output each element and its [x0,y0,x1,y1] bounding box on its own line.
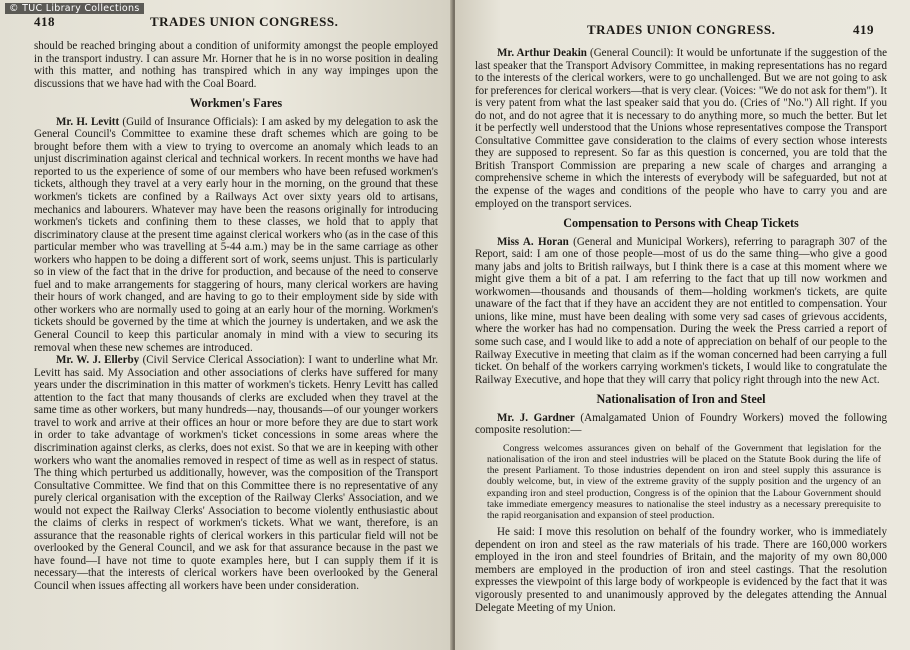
deakin-text: (General Council): It would be unfortunate if the suggestion of the last speaker that the Transport Advisory Committee, in making representations has no regard to the interests of the clerical workers, were to go unchallenged. But we are not going to ask for preferences for clerical workers—that is very clear. (Voices: "We do not ask for them"). It is very patent from what the last speaker said that you do. (Cries of "No.") All right. If you do not, and do not agree that it is necessary to do anything more, so much the better. But let it be perfectly well understood that the Unions whose representatives compose the Transport Consultative Committee gave consideration to the claims of every section whose interests they are supposed to represent. So far as this question is concerned, you are told that the British Transport Commission are preparing a new scale of charges and arranging a comprehensive scheme in which the interests of everybody will be safeguarded, but not at the expense of the wages and conditions of the people who have to carry you and are employed on the transport services. [475,47,888,210]
levitt-paragraph [34,116,438,354]
speaker-levitt: Mr. H. Levitt [56,115,120,128]
right-running-title: TRADES UNION CONGRESS. [587,22,776,37]
left-page [0,0,452,650]
collection-watermark: © TUC Library Collections [5,3,144,14]
horan-paragraph [475,236,887,387]
left-running-title: TRADES UNION CONGRESS. [150,14,339,29]
ellerby-text: (Civil Service Clerical Association): I want to underline what Mr. Levitt has said. My Association and other associations of clerks have suffered for many years under the discrimination in this matter of workmen's tickets. Henry Levitt has called attention to the fact that many thousands of clerks are excluded when they travel at the same time as other workers, but many hundreds—nay, thousands—of our younger workers travel to work and arrive at their offices an hour or more before they are due to start work in order to take advantage of workmen's ticket concessions in some areas where the discrimination against clerks, as clerks, does not exist. So that we are in keeping with other workers who want the anomalies removed in respect of time as well as in respect of status. The thing which perturbed us additionally, however, was the composition of the Transport Consultative Committee. We find that on this Committee there is no representative of any purely clerical organisation with the exception of the Railway Clerks' Association, and we would not expect the Railway Clerks' Association to become violently enthusiastic about the claims of clerks in respect of workmen's tickets. What we want, therefore, is an assurance that the reasonable rights of clerical workers in this particular field will not be overlooked by the General Council, and we ask for that assurance because in the past we have found—I have not time to quote examples here, but I can supply them if it is necessary—that the interests of clerical workers have been overlooked by the General Council when issues affecting all workers have been under consideration. [34,354,438,592]
right-page-number: 419 [853,22,874,37]
composite-resolution: Congress welcomes assurances given on behalf of the Government that legislation for the nationalisation of the iron and steel industries will be placed on the Statute Book during the life of the present Parliament. To those industries dependent on iron and steel supply this assurance is doubly welcome, but, in view of the extreme gravity of the supply position and the urgency of an expanding iron and steel production, Congress is of the opinion that the Labour Government should take immediate emergency measures to nationalise the steel industry as a necessary prerequisite to the rapid reorganisation and expansion of steel production. [487,442,881,522]
gardner-paragraph [475,412,887,437]
left-page-body [34,40,438,593]
intro-paragraph: should be reached bringing about a condition of uniformity amongst the people employed in the transport industry. I can assure Mr. Horner that he is in no worse position in dealing with this matter, and nothing has transpired which in any way impinges upon the discussions that we have had with the Coal Board. [34,40,438,90]
heading-workmens-fares: Workmen's Fares [189,96,283,111]
heading-iron-steel: Nationalisation of Iron and Steel [596,392,766,407]
heading-cheap-tickets: Compensation to Persons with Cheap Tickets [563,216,799,231]
deakin-paragraph [475,47,887,210]
right-page [455,0,910,650]
speaker-ellerby: Mr. W. J. Ellerby [56,354,140,367]
speaker-horan: Miss A. Horan [497,235,569,248]
speaker-gardner: Mr. J. Gardner [497,411,575,424]
left-page-number: 418 [34,14,55,29]
ellerby-paragraph [34,354,438,592]
gardner-speech: He said: I move this resolution on behalf of the foundry worker, who is immediately dependent on iron and steel as the raw materials of his trade. There are 160,000 workers employed in the iron and steel foundries of Britain, and the majority of my own 80,000 members are employed in the production of iron and steel castings. That the resolution expresses the viewpoint of this large body of workpeople is evidenced by the fact that it was vigorously presented to and unanimously approved by the delegates attending the Annual Delegate Meeting of my Union. [475,526,887,614]
gardner-text: (Amalgamated Union of Foundry Workers) moved the following composite resolution:— [475,411,888,437]
levitt-text: (Guild of Insurance Officials): I am asked by my delegation to ask the General Council's Committee to examine these draft schemes which are going to be brought before them with a view to trying to overcome an anomaly which leads to an unjust discrimination against clerical and technical workers. In recent months we have had reported to us the experience of some of our members who have been refused workmen's tickets, although they travel at a very early hour in the morning, on the ground that these workmen's tickets are confined by a Railways Act over sixty years old to artisans, mechanics and labourers. Whatever may have been the reasons originally for introducing workmen's tickets and confining them to these classes, we hold that to apply that discriminatory clause at the present time against clerical workers who (as in the case of this particular member who was travelling at 5-44 a.m.) may be in the same carriage as other workers who happen to be doing a different sort of work, seems unjust. This is particularly so in view of the fact that in the drive for production, and because of the need to conserve fuel and to make arrangements for staggering of hours, many clerical workers are having their hours of work changed, and are having to go to their employment side by side with other workers who are normally used to going at an early hour of the morning. Workmen's tickets should be governed by the time at which the journey is undertaken, and we ask the General Council to keep this particular anomaly in mind with a view to securing its removal when these new schemes are introduced. [34,115,438,354]
speaker-deakin: Mr. Arthur Deakin [497,47,587,59]
right-page-body [475,47,887,614]
horan-text: (General and Municipal Workers), referring to paragraph 307 of the Report, said: I am one of those people—most of us do the same thing—who give a good many jabs and jolts to British railways, but I think there is a case at this moment where we might give them a bit of a pat. I am referring to the fact that up till now workmen and workwomen—thousands and thousands of them—holding workmen's tickets, are quite unaware of the fact that if they have an accident they are not entitled to compensation. Your unions, like mine, must have been dealing with some very sad cases of grievous accidents, where the worker has had no compensation. During the week the Press carried a report of some such case, and I would like to add a note of appreciation on behalf of our people to the Railway Executive in meeting that claim as if the woman concerned had been carrying a full ticket. On behalf of the workers carrying workmen's tickets, I would like to congratulate the Railway Executive, and hope that they will carry that policy right through into the new Act. [475,235,887,386]
